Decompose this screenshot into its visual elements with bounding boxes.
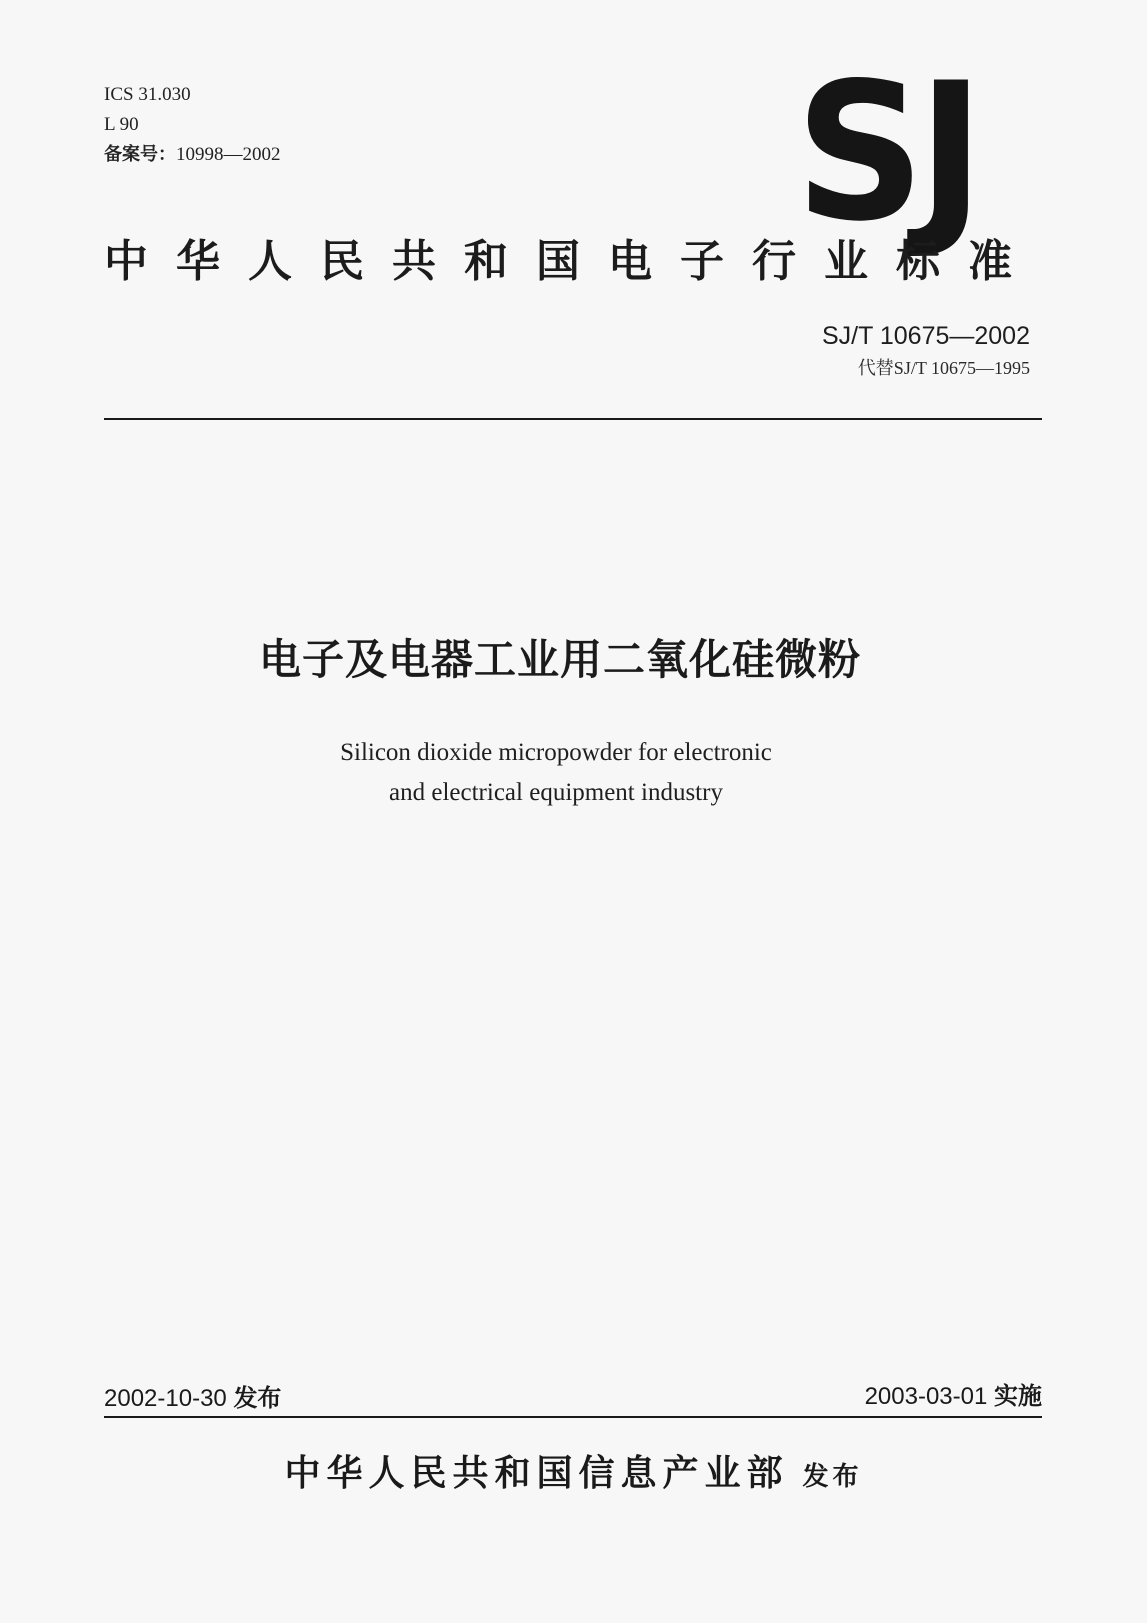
standard-title-cn: 电子及电器工业用二氧化硅微粉: [258, 635, 861, 684]
title-en-line-1: Silicon dioxide micropowder for electronic: [340, 739, 772, 766]
publisher-name: 中华人民共和国信息产业部: [284, 1453, 789, 1494]
title-en-line-2: and electrical equipment industry: [389, 779, 723, 806]
implement-date-row: [865, 1380, 1042, 1413]
beian-label: 备案号：: [104, 144, 176, 165]
issue-label: 发布: [233, 1384, 282, 1412]
bottom-divider: [104, 1416, 1042, 1418]
implement-label: 实施: [994, 1382, 1042, 1410]
publisher-label: 发布: [802, 1462, 863, 1492]
issue-date: 2002-10-30: [104, 1385, 227, 1412]
top-divider: [104, 418, 1042, 420]
publisher-row: [0, 1450, 1147, 1501]
sj-logo: SJ: [795, 42, 977, 263]
class-code: L 90: [104, 114, 139, 135]
beian-row: [104, 140, 281, 170]
ics-code: ICS 31.030: [104, 84, 191, 105]
standard-number: SJ/T 10675—2002: [821, 322, 1030, 350]
standard-title-en: [0, 733, 1112, 813]
issue-date-row: [104, 1382, 281, 1415]
implement-date: 2003-03-01: [864, 1383, 988, 1410]
classification-block: [104, 80, 281, 170]
industry-standard-title: 中华人民共和国电子行业标准: [104, 236, 1040, 287]
replaces-standard: 代替SJ/T 10675—1995: [857, 358, 1030, 378]
beian-number: 10998—2002: [176, 144, 281, 165]
